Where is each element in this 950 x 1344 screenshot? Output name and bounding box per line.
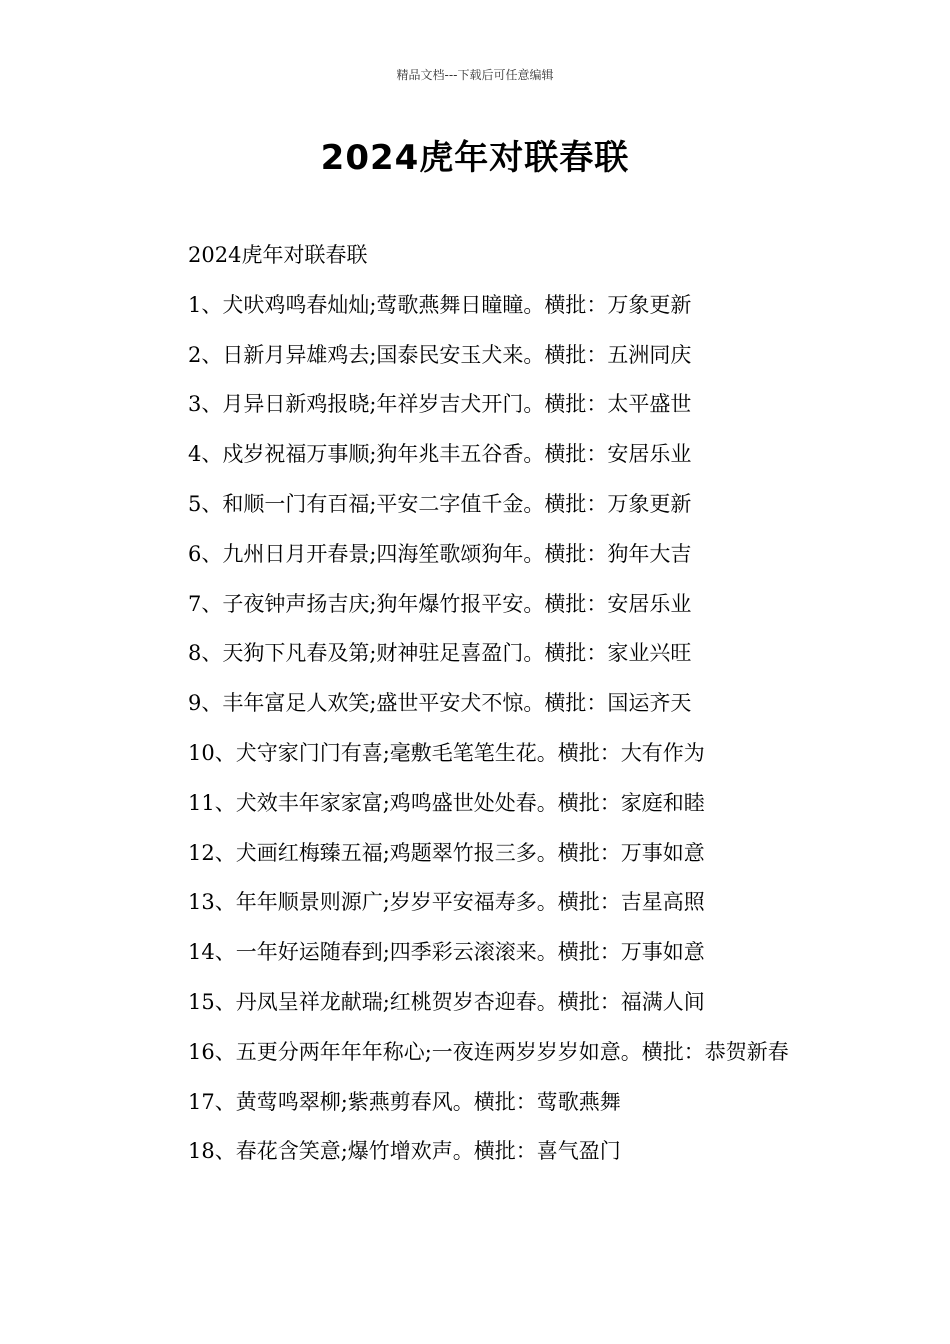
couplet-item: 6、九州日月开春景;四海笙歌颂狗年。横批：狗年大吉: [188, 541, 692, 566]
document-title: 2024虎年对联春联: [320, 138, 630, 178]
header-note: 精品文档---下载后可任意编辑: [396, 68, 554, 82]
couplet-item: 8、天狗下凡春及第;财神驻足喜盈门。横批：家业兴旺: [188, 641, 692, 666]
couplet-item: 13、年年顺景则源广;岁岁平安福寿多。横批：吉星高照: [188, 890, 705, 915]
paragraph-subtitle: 2024虎年对联春联: [188, 243, 368, 267]
couplet-item: 18、春花含笑意;爆竹增欢声。横批：喜气盈门: [188, 1139, 621, 1164]
couplet-item: 3、月异日新鸡报晓;年祥岁吉犬开门。横批：太平盛世: [188, 392, 692, 417]
couplet-item: 9、丰年富足人欢笑;盛世平安犬不惊。横批：国运齐天: [188, 691, 692, 716]
couplet-item: 17、黄莺鸣翠柳;紫燕剪春风。横批：莺歌燕舞: [188, 1089, 621, 1114]
couplet-item: 5、和顺一门有百福;平安二字值千金。横批：万象更新: [188, 491, 692, 516]
couplet-item: 12、犬画红梅臻五福;鸡题翠竹报三多。横批：万事如意: [188, 840, 705, 865]
couplet-item: 10、犬守家门门有喜;毫敷毛笔笔生花。横批：大有作为: [188, 740, 705, 765]
couplet-item: 11、犬效丰年家家富;鸡鸣盛世处处春。横批：家庭和睦: [188, 790, 705, 815]
couplet-item: 7、子夜钟声扬吉庆;狗年爆竹报平安。横批：安居乐业: [188, 591, 692, 616]
couplet-item: 16、五更分两年年年称心;一夜连两岁岁岁如意。横批：恭贺新春: [188, 1039, 789, 1064]
couplet-item: 14、一年好运随春到;四季彩云滚滚来。横批：万事如意: [188, 940, 705, 965]
document-body: [143, 231, 813, 1177]
couplet-item: 15、丹凤呈祥龙献瑞;红桃贺岁杏迎春。横批：福满人间: [188, 989, 705, 1014]
couplet-item: 1、犬吠鸡鸣春灿灿;莺歌燕舞日瞳瞳。横批：万象更新: [188, 292, 692, 317]
couplet-item: 4、戍岁祝福万事顺;狗年兆丰五谷香。横批：安居乐业: [188, 442, 692, 467]
couplet-item: 2、日新月异雄鸡去;国泰民安玉犬来。横批：五洲同庆: [188, 342, 692, 367]
